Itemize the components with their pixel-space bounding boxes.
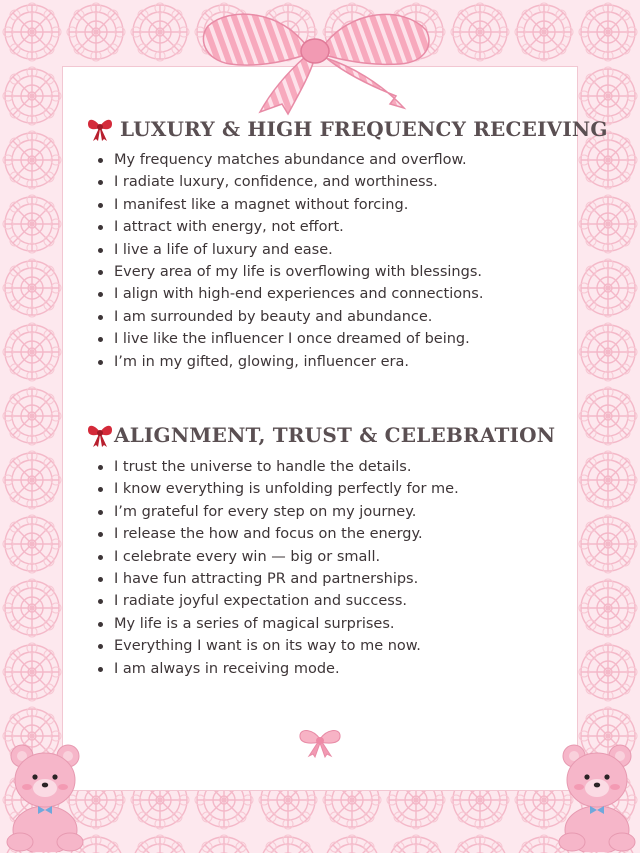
ribbon-bow-icon: [190, 4, 440, 116]
list-item: I attract with energy, not effort.: [98, 216, 483, 238]
bullet-icon: [98, 203, 103, 208]
list-item: I am surrounded by beauty and abundance.: [98, 306, 483, 328]
list-item: I live a life of luxury and ease.: [98, 239, 483, 261]
list-item: My life is a series of magical surprises.: [98, 613, 459, 635]
list-item: I release the how and focus on the energy.: [98, 523, 459, 545]
list-item: My frequency matches abundance and overflow.: [98, 149, 483, 171]
bullet-icon: [98, 555, 103, 560]
bullet-icon: [98, 577, 103, 582]
list-item: I am always in receiving mode.: [98, 658, 459, 680]
bullet-icon: [98, 315, 103, 320]
bullet-icon: [98, 599, 103, 604]
list-item: I’m grateful for every step on my journey.: [98, 501, 459, 523]
list-item: I trust the universe to handle the details.: [98, 456, 459, 478]
section-heading-luxury: [86, 116, 608, 142]
bullet-icon: [98, 667, 103, 672]
bullet-icon: [98, 510, 103, 515]
bullet-icon: [98, 360, 103, 365]
bullet-icon: [98, 225, 103, 230]
list-item: I radiate joyful expectation and success.: [98, 590, 459, 612]
teddy-bear-right-icon: [552, 742, 640, 852]
bullet-icon: [98, 158, 103, 163]
bullet-icon: [98, 248, 103, 253]
list-item: I’m in my gifted, glowing, influencer era.: [98, 351, 483, 373]
bullet-icon: [98, 487, 103, 492]
section-title: LUXURY & HIGH FREQUENCY RECEIVING: [120, 117, 608, 141]
section-title: ALIGNMENT, TRUST & CELEBRATION: [114, 423, 556, 447]
list-item: I live like the influencer I once dreamed of being.: [98, 328, 483, 350]
red-bow-icon: [86, 116, 114, 142]
bullet-icon: [98, 270, 103, 275]
bullet-icon: [98, 532, 103, 537]
affirmation-list-alignment: [98, 456, 459, 680]
list-item: I align with high-end experiences and connections.: [98, 283, 483, 305]
small-bow-icon: [297, 726, 343, 758]
list-item: I know everything is unfolding perfectly for me.: [98, 478, 459, 500]
list-item: I radiate luxury, confidence, and worthiness.: [98, 171, 483, 193]
list-item: Every area of my life is overflowing with blessings.: [98, 261, 483, 283]
bullet-icon: [98, 337, 103, 342]
bullet-icon: [98, 622, 103, 627]
section-heading-alignment: [86, 422, 555, 448]
list-item: I manifest like a magnet without forcing.: [98, 194, 483, 216]
bullet-icon: [98, 644, 103, 649]
teddy-bear-left-icon: [0, 742, 90, 852]
bullet-icon: [98, 292, 103, 297]
list-item: Everything I want is on its way to me now.: [98, 635, 459, 657]
list-item: I have fun attracting PR and partnerships.: [98, 568, 459, 590]
bullet-icon: [98, 465, 103, 470]
red-bow-icon: [86, 422, 114, 448]
affirmation-list-luxury: [98, 149, 483, 373]
bullet-icon: [98, 180, 103, 185]
list-item: I celebrate every win — big or small.: [98, 546, 459, 568]
